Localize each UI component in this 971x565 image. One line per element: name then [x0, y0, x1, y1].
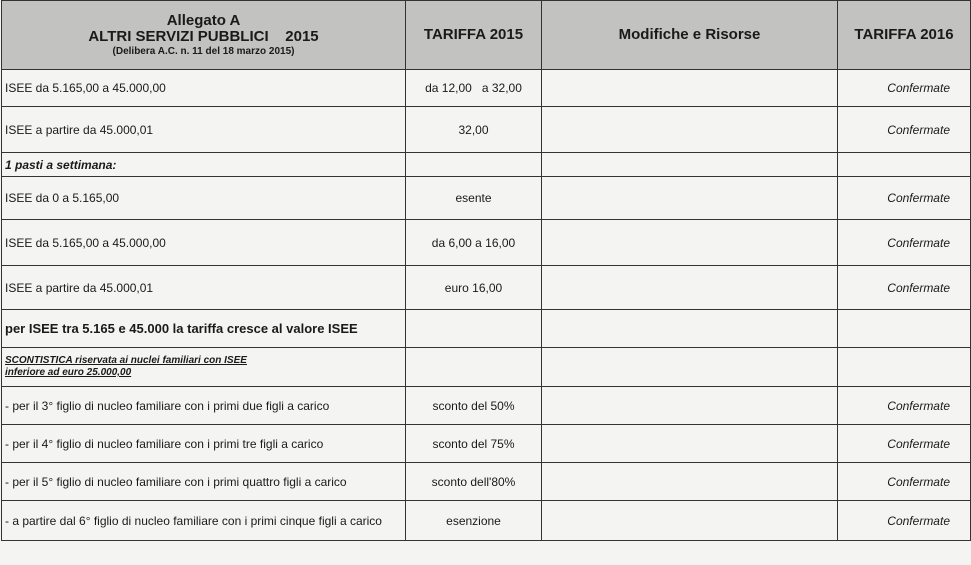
row-tariffa-2016: Confermate: [838, 501, 971, 541]
row-modifiche: [542, 220, 838, 266]
row-tariffa-2016: Confermate: [838, 220, 971, 266]
row-tariffa-2015: [406, 310, 542, 348]
table-row: [2, 70, 971, 107]
header-tariffa-2016: TARIFFA 2016: [838, 1, 971, 70]
header-modifiche-risorse: Modifiche e Risorse: [542, 1, 838, 70]
table-row: [2, 387, 971, 425]
table-row: [2, 220, 971, 266]
row-tariffa-2015: euro 16,00: [406, 266, 542, 310]
row-discount-heading: SCONTISTICA riservata ai nuclei familiari con ISEE inferiore ad euro 25.000,00: [5, 355, 247, 378]
table-header-row: [2, 1, 971, 70]
row-description: ISEE da 5.165,00 a 45.000,00: [2, 70, 406, 107]
row-discount-heading-cell: [2, 348, 406, 387]
row-tariffa-2015: [406, 348, 542, 387]
row-description: ISEE da 0 a 5.165,00: [2, 177, 406, 220]
row-tariffa-2015: da 12,00 a 32,00: [406, 70, 542, 107]
row-modifiche: [542, 266, 838, 310]
row-tariffa-2016: Confermate: [838, 266, 971, 310]
header-title-line1: Allegato A: [166, 11, 241, 29]
header-tariffa-2015: TARIFFA 2015: [406, 1, 542, 70]
row-modifiche: [542, 70, 838, 107]
row-modifiche: [542, 177, 838, 220]
row-description: - per il 5° figlio di nucleo familiare con i primi quattro figli a carico: [2, 463, 406, 501]
row-tariffa-2015: sconto del 50%: [406, 387, 542, 425]
row-tariffa-2015: 32,00: [406, 107, 542, 153]
header-title-line3: (Delibera A.C. n. 11 del 18 marzo 2015): [112, 45, 295, 57]
row-tariffa-2016: Confermate: [838, 70, 971, 107]
row-modifiche: [542, 463, 838, 501]
header-title-cell: [2, 1, 406, 70]
table-row: [2, 177, 971, 220]
row-tariffa-2016: Confermate: [838, 387, 971, 425]
row-tariffa-2016: [838, 310, 971, 348]
row-section-label: 1 pasti a settimana:: [2, 153, 406, 177]
row-description: ISEE a partire da 45.000,01: [2, 266, 406, 310]
table-row: [2, 266, 971, 310]
row-modifiche: [542, 501, 838, 541]
table-row: [2, 310, 971, 348]
table-row: [2, 348, 971, 387]
tariff-table: [1, 0, 971, 541]
row-modifiche: [542, 387, 838, 425]
row-description: ISEE da 5.165,00 a 45.000,00: [2, 220, 406, 266]
row-tariffa-2016: Confermate: [838, 177, 971, 220]
header-title-line2: ALTRI SERVIZI PUBBLICI 2015: [88, 27, 319, 45]
row-tariffa-2016: [838, 153, 971, 177]
row-tariffa-2015: sconto dell'80%: [406, 463, 542, 501]
row-tariffa-2015: esente: [406, 177, 542, 220]
table-row: [2, 501, 971, 541]
row-description: ISEE a partire da 45.000,01: [2, 107, 406, 153]
row-modifiche: [542, 107, 838, 153]
row-tariffa-2015: da 6,00 a 16,00: [406, 220, 542, 266]
table-row: [2, 425, 971, 463]
row-modifiche: [542, 348, 838, 387]
row-modifiche: [542, 425, 838, 463]
row-modifiche: [542, 153, 838, 177]
row-tariffa-2015: esenzione: [406, 501, 542, 541]
row-description: - per il 3° figlio di nucleo familiare con i primi due figli a carico: [2, 387, 406, 425]
table-row: [2, 153, 971, 177]
row-description: - per il 4° figlio di nucleo familiare con i primi tre figli a carico: [2, 425, 406, 463]
row-tariffa-2015: sconto del 75%: [406, 425, 542, 463]
row-tariffa-2016: Confermate: [838, 425, 971, 463]
table-row: [2, 463, 971, 501]
row-modifiche: [542, 310, 838, 348]
row-tariffa-2015: [406, 153, 542, 177]
table-row: [2, 107, 971, 153]
row-tariffa-2016: Confermate: [838, 463, 971, 501]
row-tariffa-2016: Confermate: [838, 107, 971, 153]
row-note: per ISEE tra 5.165 e 45.000 la tariffa cresce al valore ISEE: [2, 310, 406, 348]
row-description: - a partire dal 6° figlio di nucleo familiare con i primi cinque figli a carico: [2, 501, 406, 541]
row-tariffa-2016: [838, 348, 971, 387]
